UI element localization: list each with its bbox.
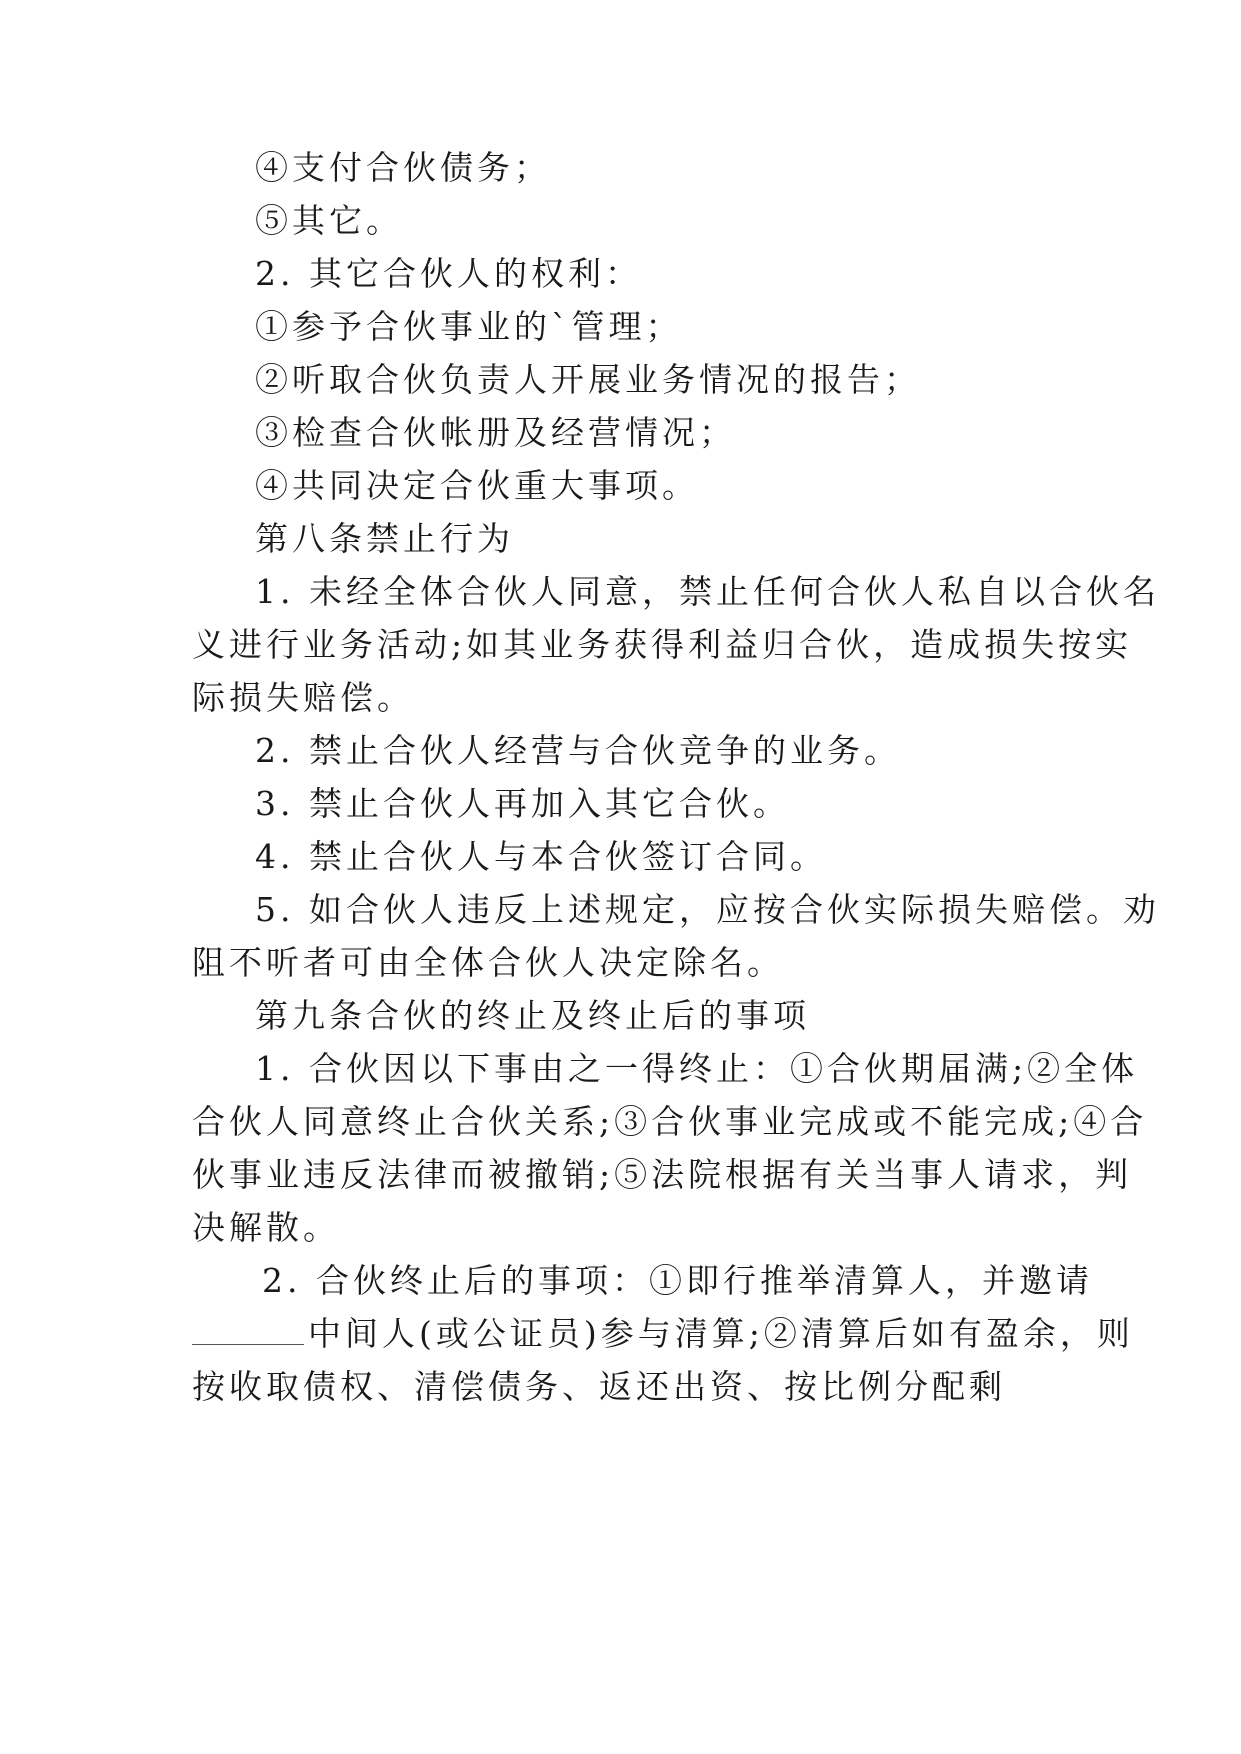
text-line: 1. 合伙因以下事由之一得终止：①合伙期届满;②全体	[255, 1049, 1139, 1088]
text-line: 4. 禁止合伙人与本合伙签订合同。	[255, 837, 827, 876]
text-line: 伙事业违反法律而被撤销;⑤法院根据有关当事人请求，判	[192, 1155, 1133, 1194]
text-line: ①参予合伙事业的`管理；	[255, 307, 683, 346]
text-line: ④支付合伙债务；	[255, 148, 551, 187]
text-line: 5. 如合伙人违反上述规定，应按合伙实际损失赔偿。劝	[255, 890, 1160, 929]
text-line: 3. 禁止合伙人再加入其它合伙。	[255, 784, 790, 823]
text-line: 义进行业务活动;如其业务获得利益归合伙，造成损失按实	[192, 625, 1133, 664]
section-heading: 第八条禁止行为	[255, 519, 514, 558]
text-line: ④共同决定合伙重大事项。	[255, 466, 699, 505]
text-line: ③检查合伙帐册及经营情况；	[255, 413, 736, 452]
text-line: 决解散。	[192, 1208, 340, 1247]
text-line: ⑤其它。	[255, 201, 403, 240]
text-segment: 中间人(或公证员)参与清算;②清算后如有盈余，则	[308, 1314, 1134, 1353]
text-line: 2. 其它合伙人的权利：	[255, 254, 642, 293]
text-line: 1. 未经全体合伙人同意，禁止任何合伙人私自以合伙名	[255, 572, 1160, 611]
text-line: 2. 合伙终止后的事项：①即行推举清算人，并邀请	[262, 1261, 1093, 1300]
text-line: 按收取债权、清偿债务、返还出资、按比例分配剩	[192, 1367, 1006, 1406]
text-line: ②听取合伙负责人开展业务情况的报告；	[255, 360, 921, 399]
text-line: 际损失赔偿。	[192, 678, 414, 717]
fill-in-blank	[192, 1314, 304, 1345]
text-line: 2. 禁止合伙人经营与合伙竞争的业务。	[255, 731, 901, 770]
text-line-with-blank	[192, 1314, 1134, 1354]
text-line: 合伙人同意终止合伙关系;③合伙事业完成或不能完成;④合	[192, 1102, 1148, 1141]
section-heading: 第九条合伙的终止及终止后的事项	[255, 996, 810, 1035]
text-line: 阻不听者可由全体合伙人决定除名。	[192, 943, 784, 982]
